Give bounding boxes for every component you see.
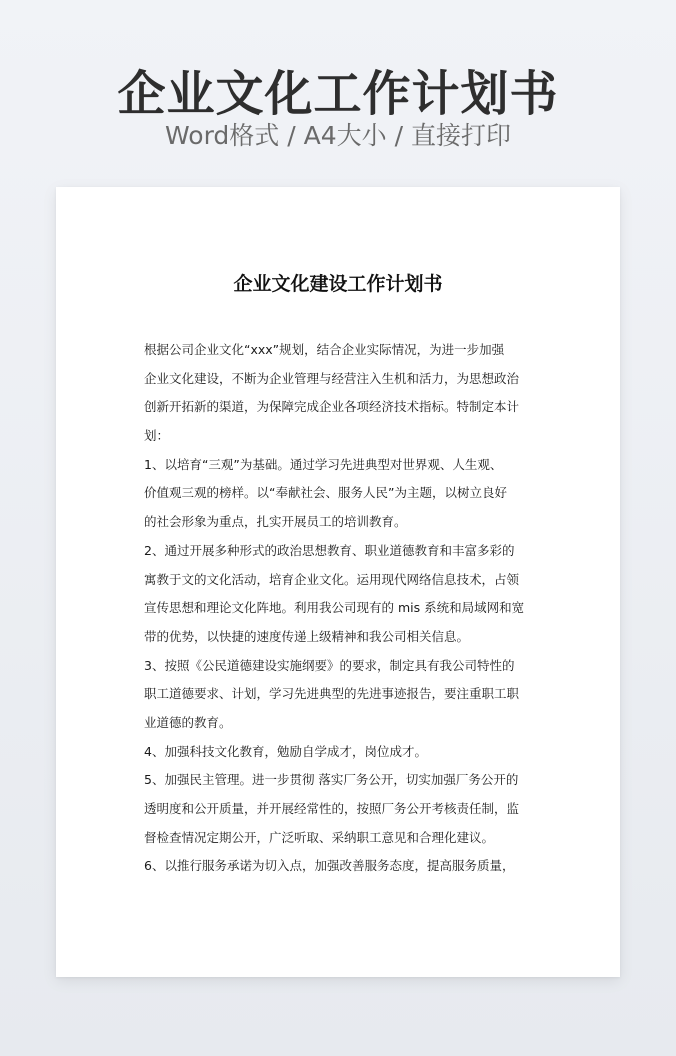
body-line: 6、以推行服务承诺为切入点，加强改善服务态度，提高服务质量， [144,858,515,874]
body-line: 2、通过开展多种形式的政治思想教育、职业道德教育和丰富多彩的 [144,542,515,558]
body-line: 宣传思想和理论文化阵地。利用我公司现有的 mis 系统和局域网和宽 [144,600,525,616]
body-line: 4、加强科技文化教育，勉励自学成才，岗位成才。 [144,743,427,759]
body-line: 督检查情况定期公开，广泛听取、采纳职工意见和合理化建议。 [144,829,495,845]
body-line: 划： [144,428,170,444]
body-line: 价值观三观的榜样。以“奉献社会、服务人民”为主题，以树立良好 [144,485,507,501]
body-line: 带的优势，以快捷的速度传递上级精神和我公司相关信息。 [144,628,470,644]
body-line: 的社会形象为重点，扎实开展员工的培训教育。 [144,514,407,530]
body-line: 职工道德要求、计划，学习先进典型的先进事迹报告，要注重职工职 [144,686,520,702]
document-page [56,187,620,977]
document-body [144,336,534,881]
document-title: 企业文化建设工作计划书 [233,273,443,295]
body-line: 1、以培育“三观”为基础。通过学习先进典型对世界观、人生观、 [144,456,503,472]
body-line: 创新开拓新的渠道，为保障完成企业各项经济技术指标。特制定本计 [144,399,520,415]
body-line: 5、加强民主管理。进一步贯彻 落实厂务公开，切实加强厂务公开的 [144,772,519,788]
body-line: 寓教于文的文化活动，培育企业文化。运用现代网络信息技术，占领 [144,571,520,587]
body-line: 透明度和公开质量，并开展经常性的，按照厂务公开考核责任制，监 [144,801,520,816]
body-line: 业道德的教育。 [144,714,232,730]
body-line: 3、按照《公民道德建设实施纲要》的要求，制定具有我公司特性的 [144,657,515,673]
banner-title: 企业文化工作计划书 [117,66,559,122]
body-line: 企业文化建设，不断为企业管理与经营注入生机和活力，为思想政治 [144,370,520,386]
body-line: 根据公司企业文化“xxx”规划，结合企业实际情况，为进一步加强 [144,342,505,357]
banner-subtitle: Word格式 / A4大小 / 直接打印 [165,121,511,150]
